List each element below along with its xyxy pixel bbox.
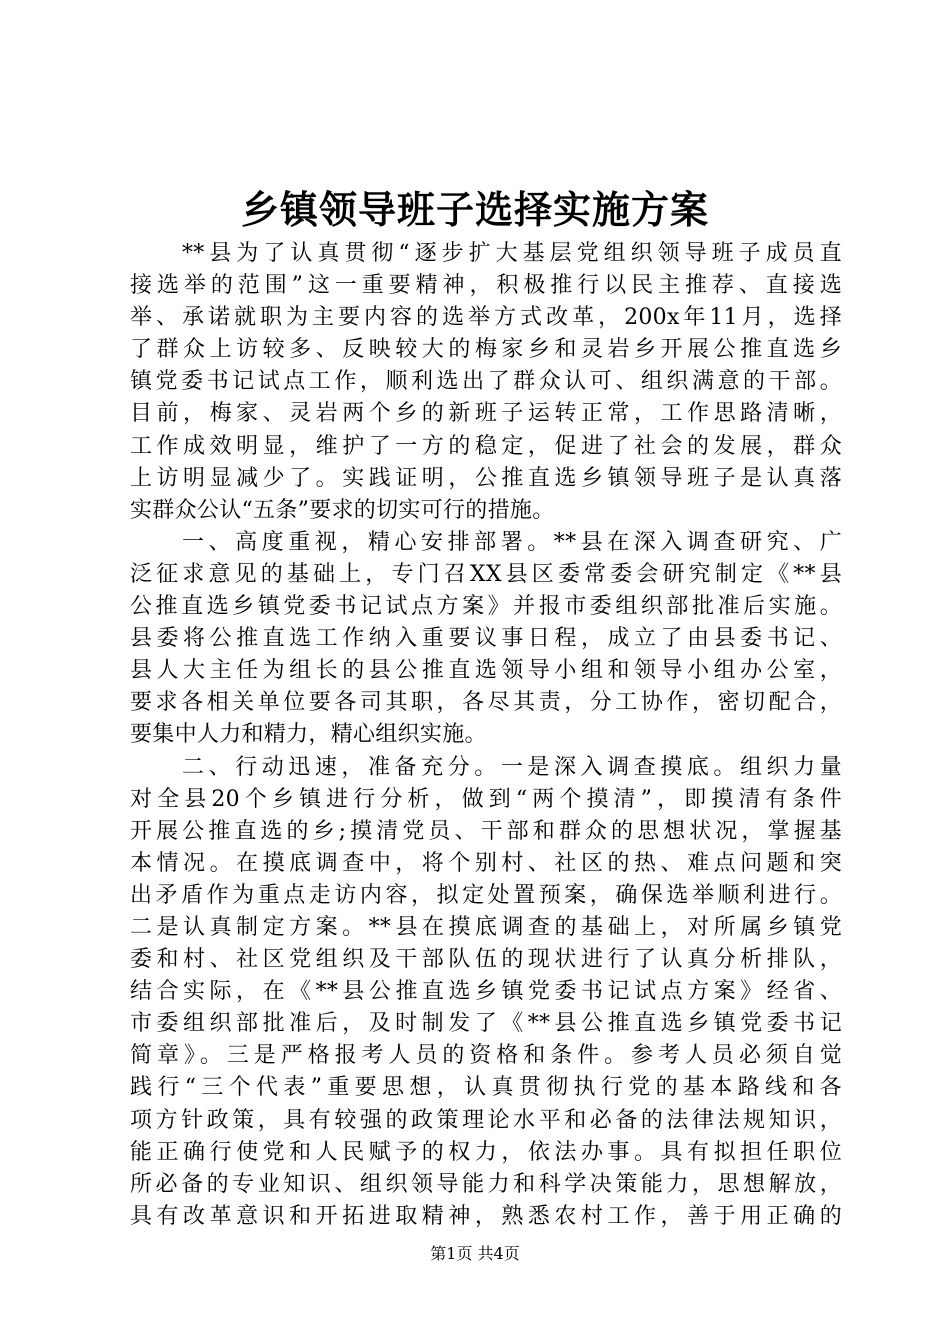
paragraph-line: 要求各相关单位要各司其职，各尽其责，分工协作，密切配合， (130, 690, 842, 716)
paragraph-line: 一、高度重视，精心安排部署。**县在深入调查研究、广 (182, 529, 842, 555)
paragraph-line: 镇党委书记试点工作，顺利选出了群众认可、组织满意的干部。 (130, 369, 842, 395)
page-footer: 第1页 共4页 (430, 1244, 520, 1263)
paragraph-line: 举、承诺就职为主要内容的选举方式改革，200x年11月，选择 (130, 305, 842, 331)
paragraph-line: 结合实际，在《**县公推直选乡镇党委书记试点方案》经省、 (130, 979, 842, 1005)
paragraph-line: 项方针政策，具有较强的政策理论水平和必备的法律法规知识， (130, 1107, 842, 1133)
document-body (130, 238, 842, 1233)
paragraph-line: 实群众公认“五条”要求的切实可行的措施。 (130, 497, 555, 523)
paragraph-line: **县为了认真贯彻“逐步扩大基层党组织领导班子成员直 (182, 241, 842, 266)
paragraph-line: 泛征求意见的基础上，专门召XX县区委常委会研究制定《**县 (130, 561, 842, 587)
paragraph-line: 公推直选乡镇党委书记试点方案》并报市委组织部批准后实施。 (130, 594, 842, 620)
paragraph-line: 工作成效明显，维护了一方的稳定，促进了社会的发展，群众 (130, 433, 842, 459)
paragraph-line: 简章》。三是严格报考人员的资格和条件。参考人员必须自觉 (130, 1043, 842, 1069)
paragraph-line: 委和村、社区党组织及干部队伍的现状进行了认真分析排队， (130, 947, 842, 973)
paragraph-line: 具有改革意识和开拓进取精神，熟悉农村工作，善于用正确的 (130, 1203, 842, 1229)
paragraph-line: 县人大主任为组长的县公推直选领导小组和领导小组办公室， (130, 658, 842, 684)
paragraph-line: 市委组织部批准后，及时制发了《**县公推直选乡镇党委书记 (130, 1011, 842, 1037)
paragraph-line: 二是认真制定方案。**县在摸底调查的基础上，对所属乡镇党 (130, 914, 842, 940)
paragraph-line: 了群众上访较多、反映较大的梅家乡和灵岩乡开展公推直选乡 (130, 337, 842, 363)
paragraph-line: 出矛盾作为重点走访内容，拟定处置预案，确保选举顺利进行。 (130, 882, 842, 908)
paragraph-line: 县委将公推直选工作纳入重要议事日程，成立了由县委书记、 (130, 626, 842, 652)
paragraph-line: 对全县20个乡镇进行分析，做到“两个摸清”，即摸清有条件 (130, 786, 842, 812)
paragraph-line: 目前，梅家、灵岩两个乡的新班子运转正常，工作思路清晰， (130, 401, 842, 427)
paragraph-line: 接选举的范围”这一重要精神，积极推行以民主推荐、直接选 (130, 273, 842, 299)
paragraph-line: 所必备的专业知识、组织领导能力和科学决策能力，思想解放， (130, 1171, 842, 1197)
paragraph-line: 二、行动迅速，准备充分。一是深入调查摸底。组织力量 (182, 754, 842, 780)
paragraph-line: 要集中人力和精力，精心组织实施。 (130, 722, 487, 748)
paragraph-line: 开展公推直选的乡;摸清党员、干部和群众的思想状况，掌握基 (130, 818, 842, 844)
document-title: 乡镇领导班子选择实施方案 (240, 188, 709, 232)
paragraph-line: 上访明显减少了。实践证明，公推直选乡镇领导班子是认真落 (130, 465, 842, 491)
paragraph-line: 能正确行使党和人民赋予的权力，依法办事。具有拟担任职位 (130, 1139, 842, 1165)
paragraph-line: 践行“三个代表”重要思想，认真贯彻执行党的基本路线和各 (130, 1075, 842, 1101)
paragraph-line: 本情况。在摸底调查中，将个别村、社区的热、难点问题和突 (130, 850, 842, 876)
